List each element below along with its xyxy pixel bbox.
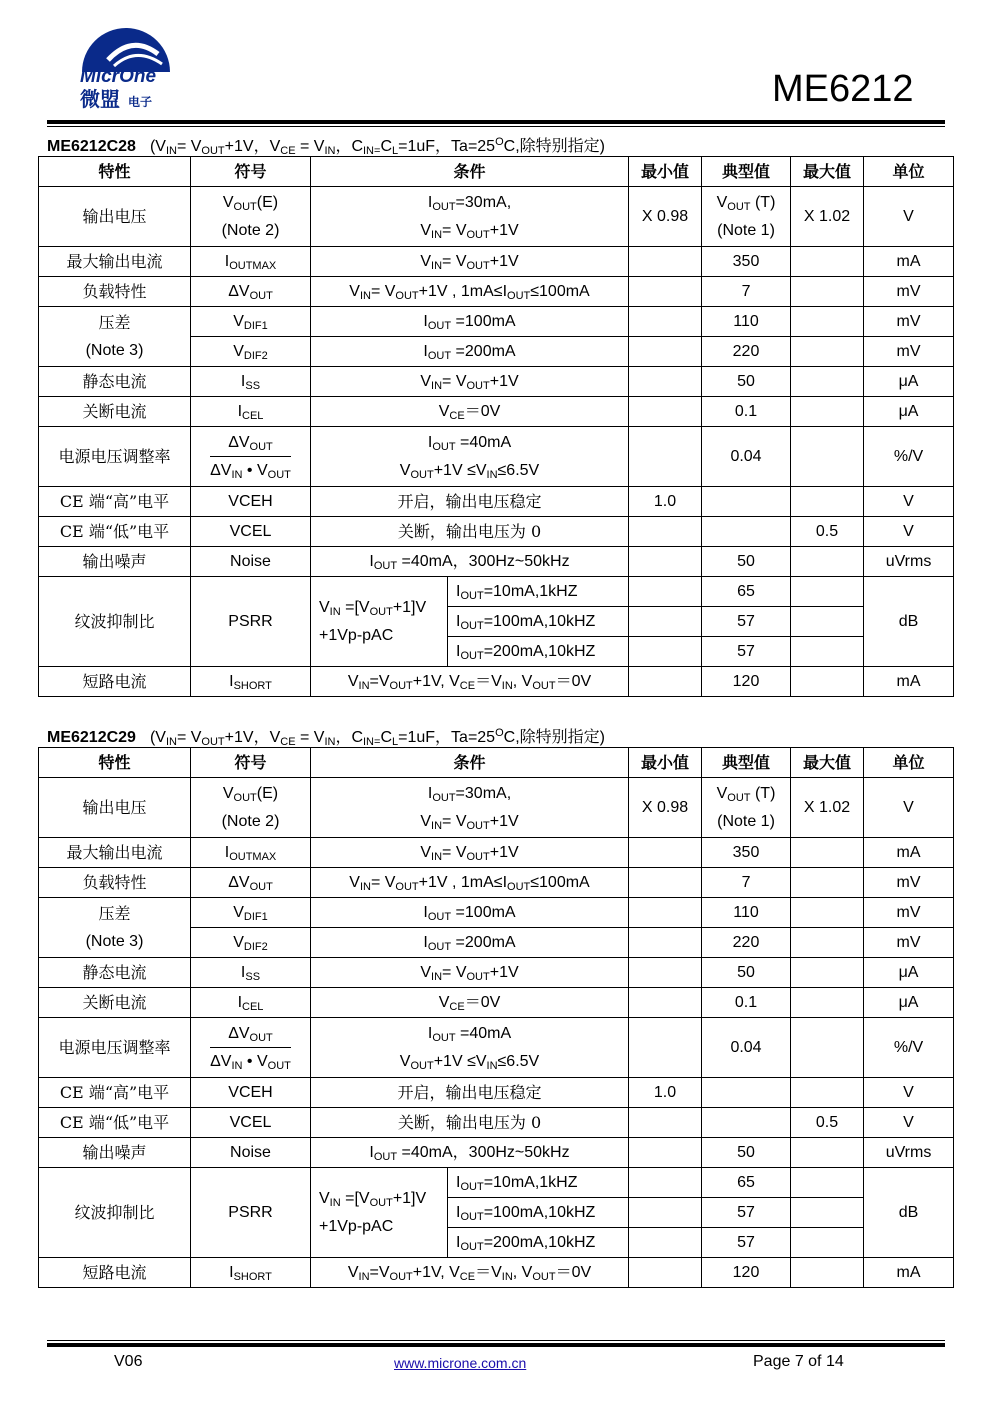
cell-max: 0.5 <box>791 517 864 547</box>
cell-min: 1.0 <box>629 1078 702 1108</box>
cell-param: 短路电流 <box>39 667 191 697</box>
cell-max <box>791 988 864 1018</box>
cell-condition: $I_{OUT} =40mA$ $V_{OUT}+1V \le V_{IN}\le 6.5V$ <box>311 1018 629 1078</box>
cell-typ: 120 <box>702 1258 791 1288</box>
cell-symbol: $I_{SHORT}$ <box>191 1258 311 1288</box>
cell-symbol: VCEL <box>191 1108 311 1138</box>
cell-max <box>791 1018 864 1078</box>
cell-condition: $V_{IN}= V_{OUT}+1V$ <box>311 958 629 988</box>
cell-min <box>629 547 702 577</box>
cell-min <box>629 958 702 988</box>
header-unit: 单位 <box>864 157 954 187</box>
cell-condition: $I_{OUT} =200mA$ <box>311 928 629 958</box>
header-typ: 典型值 <box>702 748 791 778</box>
cell-condition: $V_{CE}=0V$ <box>311 397 629 427</box>
cell-typ: 57 <box>702 607 791 637</box>
footer-rule-thin <box>47 1340 945 1341</box>
section-conditions: ($V_{IN}= V_{OUT}+1V$，$V_{CE} = V_{IN}$，$C_{IN=}C_L=1uF$，$Ta=25^OC$,除特别指定) <box>149 727 605 748</box>
cell-condition: 关断，输出电压为 0 <box>311 517 629 547</box>
table-row <box>39 958 954 988</box>
cell-condition: $V_{IN}= V_{OUT}+1V$ , $1mA\le I_{OUT}\le 100mA$ <box>311 868 629 898</box>
cell-max <box>791 1168 864 1198</box>
cell-unit: mA <box>864 247 954 277</box>
cell-min <box>629 838 702 868</box>
cell-max <box>791 868 864 898</box>
cell-unit: dB <box>864 577 954 667</box>
cell-unit: μA <box>864 397 954 427</box>
cell-typ: 220 <box>702 928 791 958</box>
cell-condition: $I_{OUT} =40mA$，300Hz~50kHz <box>311 1138 629 1168</box>
cell-min <box>629 337 702 367</box>
cell-param: 输出电压 <box>39 778 191 838</box>
cell-typ: 50 <box>702 547 791 577</box>
cell-unit: dB <box>864 1168 954 1258</box>
cell-max <box>791 397 864 427</box>
header-condition: 条件 <box>311 748 629 778</box>
cell-symbol: $V_{DIF2}$ <box>191 928 311 958</box>
header-min: 最小值 <box>629 748 702 778</box>
cell-min <box>629 1168 702 1198</box>
cell-condition: $I_{OUT}=30mA$, $V_{IN}= V_{OUT}+1V$ <box>311 187 629 247</box>
cell-symbol: $V_{DIF2}$ <box>191 337 311 367</box>
cell-symbol: $\Delta V_{OUT}$ <box>191 868 311 898</box>
cell-min <box>629 1258 702 1288</box>
table-header-row <box>39 748 954 778</box>
cell-typ <box>702 487 791 517</box>
cell-max <box>791 898 864 928</box>
cell-unit: %/V <box>864 1018 954 1078</box>
logo-text-cn-small: 电子 <box>128 95 153 109</box>
cell-condition-b: $I_{OUT}=100mA,10kHZ$ <box>448 1198 629 1228</box>
cell-symbol: $\frac{\Delta V_{OUT}}{\Delta V_{IN} • V_{OUT}}$ <box>191 427 311 487</box>
cell-min <box>629 1228 702 1258</box>
cell-symbol: Noise <box>191 547 311 577</box>
footer-website-link[interactable]: www.microne.com.cn <box>394 1355 527 1371</box>
cell-param: 静态电流 <box>39 958 191 988</box>
cell-typ: 0.1 <box>702 397 791 427</box>
cell-symbol: $I_{CEL}$ <box>191 988 311 1018</box>
cell-param: 输出噪声 <box>39 1138 191 1168</box>
table-row <box>39 487 954 517</box>
cell-min: X 0.98 <box>629 187 702 247</box>
section-model: ME6212C28 <box>47 138 136 155</box>
header-max: 最大值 <box>791 748 864 778</box>
cell-max <box>791 1258 864 1288</box>
cell-param: 负载特性 <box>39 277 191 307</box>
table-row <box>39 667 954 697</box>
cell-param: CE 端“低”电平 <box>39 517 191 547</box>
cell-max <box>791 277 864 307</box>
header-typ: 典型值 <box>702 157 791 187</box>
section-title-c29 <box>47 724 605 747</box>
table-row <box>39 307 954 337</box>
cell-unit: mA <box>864 838 954 868</box>
cell-symbol: $V_{OUT}(E)$ (Note 2) <box>191 778 311 838</box>
table-row <box>39 187 954 247</box>
cell-min <box>629 637 702 667</box>
table-row <box>39 1138 954 1168</box>
cell-typ: 0.04 <box>702 427 791 487</box>
cell-typ: 57 <box>702 637 791 667</box>
cell-min <box>629 367 702 397</box>
cell-symbol: $I_{SS}$ <box>191 958 311 988</box>
section-model: ME6212C29 <box>47 729 136 746</box>
cell-symbol: PSRR <box>191 577 311 667</box>
cell-unit: V <box>864 1108 954 1138</box>
cell-max <box>791 1078 864 1108</box>
cell-unit: mV <box>864 337 954 367</box>
cell-min <box>629 397 702 427</box>
header-rule-thin <box>47 126 945 127</box>
cell-symbol: $\frac{\Delta V_{OUT}}{\Delta V_{IN} • V_{OUT}}$ <box>191 1018 311 1078</box>
cell-unit: V <box>864 517 954 547</box>
logo-text-cn: 微盟 <box>80 87 120 110</box>
cell-min <box>629 898 702 928</box>
cell-min <box>629 307 702 337</box>
cell-typ: 350 <box>702 247 791 277</box>
cell-condition: $V_{IN}=V_{OUT}+1V$, $V_{CE}=V_{IN}$, $V_{OUT}=0V$ <box>311 1258 629 1288</box>
cell-symbol: $I_{SS}$ <box>191 367 311 397</box>
cell-typ <box>702 517 791 547</box>
table-row <box>39 898 954 928</box>
cell-symbol: Noise <box>191 1138 311 1168</box>
spec-table-c28 <box>38 156 954 697</box>
cell-condition: $I_{OUT} =40mA$，300Hz~50kHz <box>311 547 629 577</box>
cell-unit: uVrms <box>864 547 954 577</box>
header-symbol: 符号 <box>191 748 311 778</box>
table-row <box>39 1018 954 1078</box>
cell-condition-b: $I_{OUT}=10mA,1kHZ$ <box>448 577 629 607</box>
cell-max <box>791 307 864 337</box>
cell-unit: mV <box>864 277 954 307</box>
cell-param: CE 端“高”电平 <box>39 487 191 517</box>
cell-unit: mV <box>864 898 954 928</box>
cell-param: 负载特性 <box>39 868 191 898</box>
cell-typ: $V_{OUT}$ (T) (Note 1) <box>702 778 791 838</box>
cell-condition-b: $I_{OUT}=10mA,1kHZ$ <box>448 1168 629 1198</box>
cell-param: CE 端“低”电平 <box>39 1108 191 1138</box>
cell-condition-a: $V_{IN} =[V_{OUT}+1]V$ +1Vp-pAC <box>311 1168 448 1258</box>
header-condition: 条件 <box>311 157 629 187</box>
cell-unit: uVrms <box>864 1138 954 1168</box>
cell-min <box>629 1108 702 1138</box>
cell-max <box>791 838 864 868</box>
table-row <box>39 1108 954 1138</box>
cell-param: 输出噪声 <box>39 547 191 577</box>
cell-typ: 7 <box>702 868 791 898</box>
cell-unit: V <box>864 1078 954 1108</box>
table-row <box>39 778 954 838</box>
cell-typ: $V_{OUT}$ (T) (Note 1) <box>702 187 791 247</box>
cell-max <box>791 667 864 697</box>
table-row <box>39 1168 954 1198</box>
cell-unit: mA <box>864 1258 954 1288</box>
cell-condition: 关断，输出电压为 0 <box>311 1108 629 1138</box>
cell-param: 输出电压 <box>39 187 191 247</box>
section-title-c28 <box>47 133 605 156</box>
cell-min <box>629 928 702 958</box>
cell-param: 纹波抑制比 <box>39 1168 191 1258</box>
cell-param: 最大输出电流 <box>39 247 191 277</box>
cell-typ: 0.04 <box>702 1018 791 1078</box>
cell-param: 关断电流 <box>39 988 191 1018</box>
cell-param: 电源电压调整率 <box>39 1018 191 1078</box>
cell-typ: 65 <box>702 1168 791 1198</box>
header-rule-thick <box>47 120 945 124</box>
cell-condition: 开启，输出电压稳定 <box>311 487 629 517</box>
logo-text-latin: MicrOne <box>80 66 157 87</box>
cell-unit: μA <box>864 958 954 988</box>
cell-param: 压差 (Note 3) <box>39 898 191 958</box>
cell-unit: mV <box>864 307 954 337</box>
cell-min <box>629 427 702 487</box>
cell-param: 静态电流 <box>39 367 191 397</box>
cell-param: CE 端“高”电平 <box>39 1078 191 1108</box>
cell-typ: 7 <box>702 277 791 307</box>
table-row <box>39 397 954 427</box>
cell-condition: $V_{IN}= V_{OUT}+1V$ <box>311 247 629 277</box>
cell-max <box>791 427 864 487</box>
cell-typ: 57 <box>702 1198 791 1228</box>
cell-symbol: $I_{SHORT}$ <box>191 667 311 697</box>
cell-max: X 1.02 <box>791 187 864 247</box>
cell-condition-b: $I_{OUT}=100mA,10kHZ$ <box>448 607 629 637</box>
document-title: ME6212 <box>772 68 914 110</box>
company-logo <box>78 20 182 110</box>
cell-min <box>629 607 702 637</box>
cell-max <box>791 1138 864 1168</box>
cell-condition: $I_{OUT} =100mA$ <box>311 307 629 337</box>
cell-typ: 57 <box>702 1228 791 1258</box>
cell-condition-b: $I_{OUT}=200mA,10kHZ$ <box>448 637 629 667</box>
cell-min <box>629 517 702 547</box>
table-row <box>39 1078 954 1108</box>
cell-condition: $V_{CE}=0V$ <box>311 988 629 1018</box>
table-row <box>39 988 954 1018</box>
cell-max <box>791 367 864 397</box>
cell-typ <box>702 1108 791 1138</box>
cell-condition: $I_{OUT} =40mA$ $V_{OUT}+1V \le V_{IN}\le 6.5V$ <box>311 427 629 487</box>
cell-min: 1.0 <box>629 487 702 517</box>
cell-param: 最大输出电流 <box>39 838 191 868</box>
cell-typ: 50 <box>702 958 791 988</box>
cell-unit: mA <box>864 667 954 697</box>
cell-unit: μA <box>864 988 954 1018</box>
cell-max: 0.5 <box>791 1108 864 1138</box>
table-row <box>39 277 954 307</box>
cell-typ <box>702 1078 791 1108</box>
cell-condition: $I_{OUT} =100mA$ <box>311 898 629 928</box>
cell-max <box>791 958 864 988</box>
cell-min <box>629 577 702 607</box>
cell-condition: $I_{OUT} =200mA$ <box>311 337 629 367</box>
table-row <box>39 577 954 607</box>
cell-typ: 120 <box>702 667 791 697</box>
cell-param: 短路电流 <box>39 1258 191 1288</box>
cell-condition: $V_{IN}=V_{OUT}+1V$, $V_{CE}=V_{IN}$, $V_{OUT}=0V$ <box>311 667 629 697</box>
cell-min <box>629 1198 702 1228</box>
cell-typ: 0.1 <box>702 988 791 1018</box>
cell-max <box>791 487 864 517</box>
cell-condition: $V_{IN}= V_{OUT}+1V$ <box>311 367 629 397</box>
cell-symbol: $\Delta V_{OUT}$ <box>191 277 311 307</box>
table-row <box>39 427 954 487</box>
cell-typ: 50 <box>702 367 791 397</box>
cell-max <box>791 547 864 577</box>
footer-version: V06 <box>114 1353 143 1370</box>
cell-min: X 0.98 <box>629 778 702 838</box>
header-max: 最大值 <box>791 157 864 187</box>
cell-max <box>791 1228 864 1258</box>
cell-symbol: $V_{DIF1}$ <box>191 307 311 337</box>
cell-max <box>791 637 864 667</box>
cell-max: X 1.02 <box>791 778 864 838</box>
header-symbol: 符号 <box>191 157 311 187</box>
cell-unit: %/V <box>864 427 954 487</box>
cell-symbol: VCEH <box>191 487 311 517</box>
cell-condition-a: $V_{IN} =[V_{OUT}+1]V$ +1Vp-pAC <box>311 577 448 667</box>
table-row <box>39 367 954 397</box>
cell-symbol: $I_{OUTMAX}$ <box>191 838 311 868</box>
cell-max <box>791 1198 864 1228</box>
table-header-row <box>39 157 954 187</box>
cell-max <box>791 577 864 607</box>
table-row <box>39 517 954 547</box>
cell-unit: V <box>864 187 954 247</box>
cell-unit: V <box>864 778 954 838</box>
table-row <box>39 547 954 577</box>
table-row <box>39 247 954 277</box>
cell-typ: 220 <box>702 337 791 367</box>
cell-unit: V <box>864 487 954 517</box>
cell-max <box>791 607 864 637</box>
cell-symbol: $I_{CEL}$ <box>191 397 311 427</box>
cell-min <box>629 1018 702 1078</box>
cell-max <box>791 337 864 367</box>
cell-typ: 350 <box>702 838 791 868</box>
cell-condition: $V_{IN}= V_{OUT}+1V$ , $1mA\le I_{OUT}\le 100mA$ <box>311 277 629 307</box>
table-row <box>39 1258 954 1288</box>
cell-symbol: $V_{OUT}(E)$ (Note 2) <box>191 187 311 247</box>
cell-min <box>629 277 702 307</box>
cell-min <box>629 667 702 697</box>
cell-max <box>791 247 864 277</box>
cell-min <box>629 868 702 898</box>
header-unit: 单位 <box>864 748 954 778</box>
header-param: 特性 <box>39 748 191 778</box>
cell-symbol: PSRR <box>191 1168 311 1258</box>
cell-param: 关断电流 <box>39 397 191 427</box>
table-row <box>39 868 954 898</box>
cell-condition-b: $I_{OUT}=200mA,10kHZ$ <box>448 1228 629 1258</box>
cell-condition: $V_{IN}= V_{OUT}+1V$ <box>311 838 629 868</box>
cell-param: 压差 (Note 3) <box>39 307 191 367</box>
cell-param: 纹波抑制比 <box>39 577 191 667</box>
cell-symbol: $V_{DIF1}$ <box>191 898 311 928</box>
cell-unit: mV <box>864 868 954 898</box>
cell-typ: 65 <box>702 577 791 607</box>
cell-min <box>629 988 702 1018</box>
table-row <box>39 838 954 868</box>
cell-typ: 50 <box>702 1138 791 1168</box>
cell-min <box>629 1138 702 1168</box>
cell-condition: $I_{OUT}=30mA$, $V_{IN}= V_{OUT}+1V$ <box>311 778 629 838</box>
section-conditions: ($V_{IN}= V_{OUT}+1V$，$V_{CE} = V_{IN}$，$C_{IN=}C_L=1uF$，$Ta=25^OC$,除特别指定) <box>149 136 605 157</box>
footer-rule-thick <box>47 1343 945 1347</box>
header-min: 最小值 <box>629 157 702 187</box>
cell-condition: 开启，输出电压稳定 <box>311 1078 629 1108</box>
cell-unit: mV <box>864 928 954 958</box>
cell-symbol: VCEL <box>191 517 311 547</box>
cell-param: 电源电压调整率 <box>39 427 191 487</box>
header-param: 特性 <box>39 157 191 187</box>
spec-table-c29 <box>38 747 954 1288</box>
cell-min <box>629 247 702 277</box>
footer-page-number: Page 7 of 14 <box>753 1353 844 1370</box>
cell-unit: μA <box>864 367 954 397</box>
cell-symbol: $I_{OUTMAX}$ <box>191 247 311 277</box>
cell-typ: 110 <box>702 307 791 337</box>
cell-symbol: VCEH <box>191 1078 311 1108</box>
cell-typ: 110 <box>702 898 791 928</box>
cell-max <box>791 928 864 958</box>
